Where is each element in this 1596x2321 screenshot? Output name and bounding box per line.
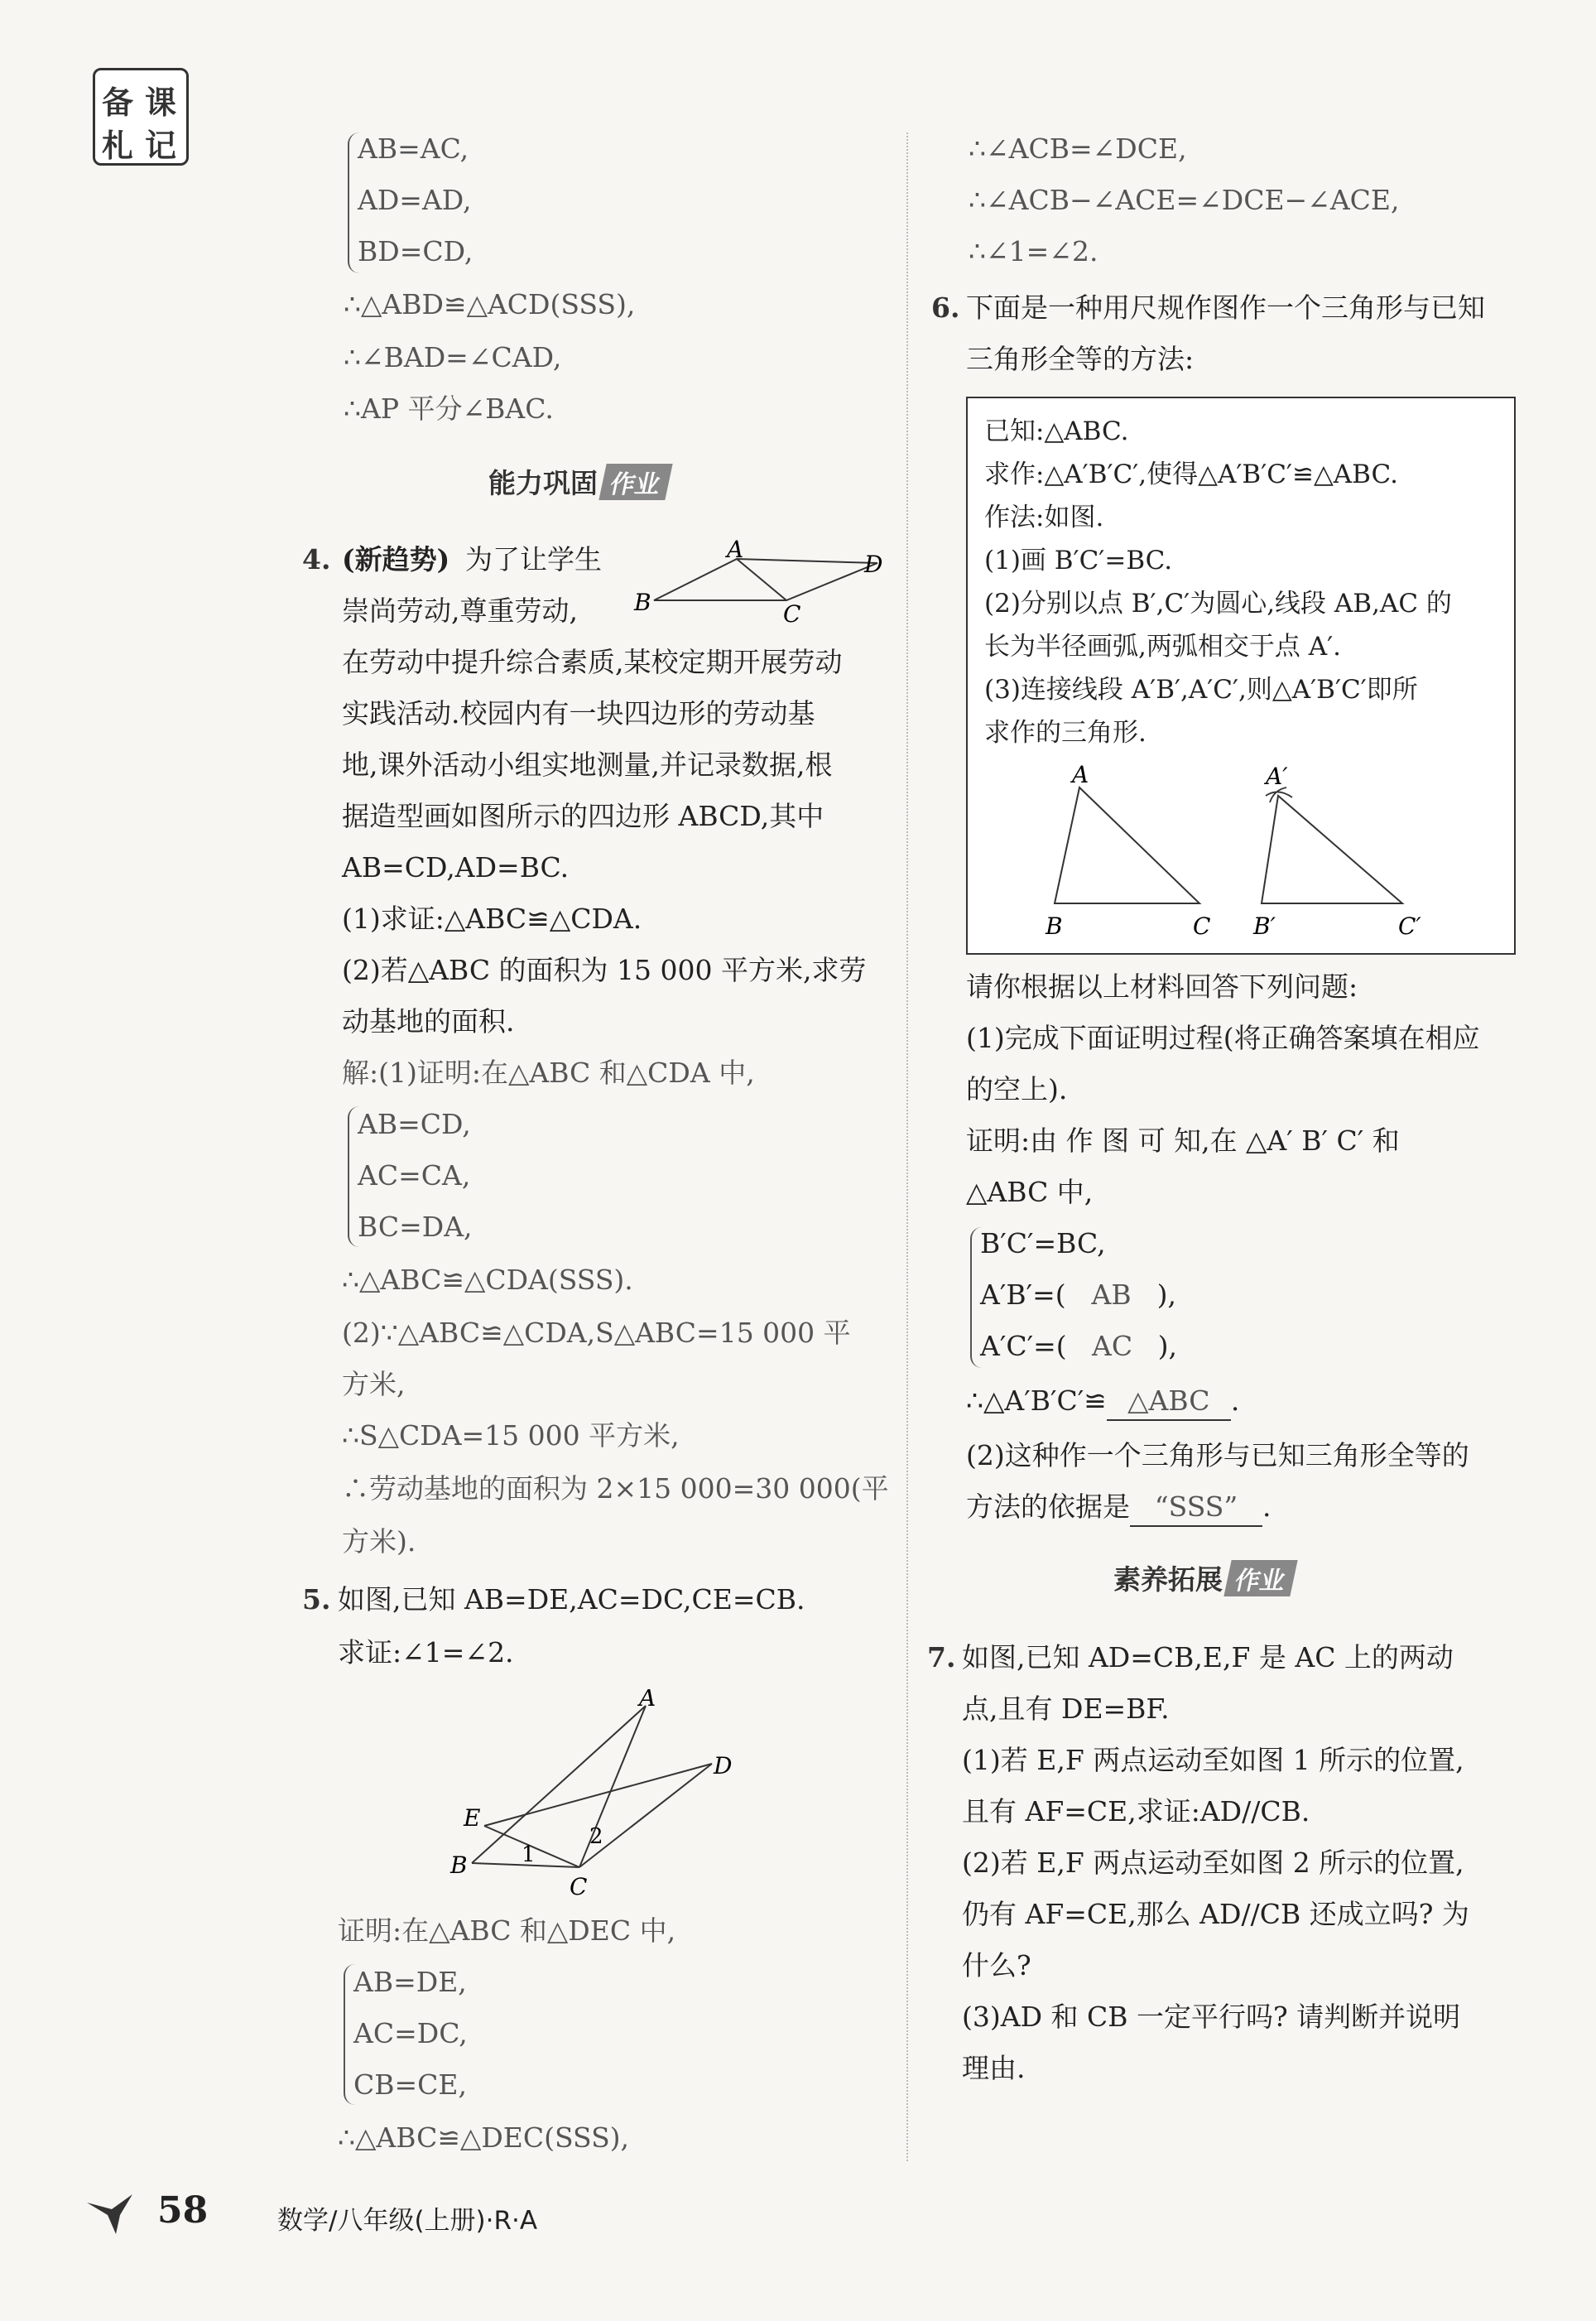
column-divider (906, 132, 908, 2161)
question-line: AB=CD,AD=BC. (342, 851, 570, 884)
question-line: (2)若 E,F 两点运动至如图 2 所示的位置, (962, 1847, 1464, 1879)
question-line: (3)AD 和 CB 一定平行吗? 请判断并说明 (962, 2001, 1461, 2033)
question-line: 的空上). (966, 1073, 1068, 1105)
question-line: △ABC 中, (966, 1176, 1094, 1208)
label-a-prime: A′ (1266, 763, 1288, 790)
box-line: 求作:△A′B′C′,使得△A′B′C′≌△ABC. (984, 460, 1399, 489)
question-line: 据造型画如图所示的四边形 ABCD,其中 (342, 800, 824, 832)
answer-line: ∴S△CDA=15 000 平方米, (342, 1419, 680, 1452)
angle-2-label: 2 (589, 1824, 603, 1849)
section-title: 素养拓展 (1113, 1563, 1223, 1596)
angle-1-label: 1 (522, 1842, 536, 1867)
question-line: 且有 AF=CE,求证:AD//CB. (962, 1795, 1310, 1827)
proof-suffix: ), (1156, 1278, 1176, 1311)
answer-line: 证明:在△ABC 和△DEC 中, (338, 1914, 676, 1947)
fill-answer: △ABC (1107, 1383, 1231, 1421)
construction-method-box (966, 397, 1516, 955)
proof-line (980, 1328, 1177, 1365)
question-line: 理由. (962, 2052, 1026, 2084)
page-number: 58 (157, 2189, 209, 2232)
fill-answer: AC (1092, 1330, 1133, 1362)
section-heading (488, 462, 669, 505)
question-line: 如图,已知 AD=CB,E,F 是 AC 上的两动 (962, 1641, 1454, 1673)
box-line: 求作的三角形. (984, 718, 1147, 748)
answer-line: 方米). (342, 1525, 416, 1558)
question-line: 求证:∠1=∠2. (338, 1636, 514, 1669)
box-line: (3)连接线段 A′B′,A′C′,则△A′B′C′即所 (984, 675, 1418, 705)
box-line: (2)分别以点 B′,C′为圆心,线段 AB,AC 的 (984, 589, 1452, 619)
answer-line: CB=CE, (353, 2068, 467, 2101)
answer-line: BD=CD, (358, 235, 474, 267)
question-line: (1)若 E,F 两点运动至如图 1 所示的位置, (962, 1744, 1464, 1776)
proof-suffix: ), (1157, 1330, 1177, 1362)
question-line: 地,课外活动小组实地测量,并记录数据,根 (342, 749, 833, 781)
question-line: (2)这种作一个三角形与已知三角形全等的 (966, 1439, 1469, 1471)
proof-suffix: . (1262, 1490, 1272, 1523)
answer-line: AB=DE, (353, 1966, 467, 1998)
question-line: (1)完成下面证明过程(将正确答案填在相应 (966, 1022, 1480, 1054)
stamp-char: 记 (145, 128, 177, 164)
answer-line: AC=DC, (353, 2017, 468, 2049)
answer-line: AC=CA, (358, 1159, 471, 1192)
section-title: 能力巩固 (488, 467, 598, 499)
footer-ornament-icon (83, 2186, 141, 2236)
answer-line: ∴∠ACB−∠ACE=∠DCE−∠ACE, (969, 184, 1400, 216)
answer-line: 方米, (342, 1368, 406, 1400)
label-b: B (634, 589, 651, 616)
proof-suffix: . (1230, 1384, 1240, 1417)
section-tag: 作业 (598, 464, 672, 500)
lesson-notes-stamp (93, 68, 189, 166)
question-line: 下面是一种用尺规作图作一个三角形与已知 (966, 291, 1485, 324)
book-title: 数学/八年级(上册)·R·A (277, 2206, 538, 2236)
label-d: D (714, 1752, 733, 1779)
answer-line: ∴AP 平分∠BAC. (344, 392, 554, 425)
answer-line: ∴∠1=∠2. (969, 235, 1098, 267)
answer-line: AB=AC, (358, 132, 469, 165)
answer-line: ∴劳动基地的面积为 2×15 000=30 000(平 (342, 1472, 889, 1505)
proof-line (980, 1277, 1176, 1313)
stamp-char: 备 (102, 84, 134, 121)
question-line: 动基地的面积. (342, 1005, 515, 1038)
quadrilateral-figure (629, 534, 894, 625)
fill-answer: AB (1091, 1278, 1132, 1311)
box-line: 长为半径画弧,两弧相交于点 A′. (984, 632, 1341, 662)
stamp-char: 课 (145, 84, 177, 121)
section-heading (1113, 1558, 1294, 1601)
question-number: 7. (927, 1641, 956, 1673)
answer-line: ∴∠ACB=∠DCE, (969, 132, 1187, 165)
answer-line: BC=DA, (358, 1211, 473, 1243)
question-line: 点,且有 DE=BF. (962, 1693, 1170, 1725)
answer-line: (2)∵△ABC≌△CDA,S△ABC=15 000 平 (342, 1317, 851, 1349)
question-line: 什么? (962, 1949, 1031, 1982)
construction-figure (1034, 763, 1497, 945)
question-line: (1)求证:△ABC≌△CDA. (342, 903, 642, 935)
label-c-prime: C′ (1398, 913, 1421, 940)
proof-prefix: A′C′=( (980, 1330, 1067, 1362)
label-e: E (464, 1804, 481, 1832)
answer-line: ∴△ABC≌△DEC(SSS), (338, 2121, 630, 2154)
question-line: 证明:由 作 图 可 知,在 △A′ B′ C′ 和 (966, 1124, 1400, 1157)
question-number: 4. (302, 543, 331, 575)
label-b: B (1046, 913, 1063, 940)
box-line: 作法:如图. (984, 503, 1104, 532)
proof-prefix: ∴△A′B′C′≌ (966, 1384, 1107, 1417)
box-line: 已知:△ABC. (984, 417, 1129, 446)
question-line: 为了让学生 (465, 543, 602, 575)
answer-line: AD=AD, (358, 184, 472, 216)
question-line: (2)若△ABC 的面积为 15 000 平方米,求劳 (342, 954, 867, 986)
label-b-prime: B′ (1253, 913, 1276, 940)
label-c: C (783, 600, 801, 625)
question-line: 崇尚劳动,尊重劳动, (342, 595, 578, 627)
fill-answer: “SSS” (1130, 1489, 1262, 1527)
stamp-char: 札 (102, 128, 134, 164)
proof-prefix: A′B′=( (980, 1278, 1066, 1311)
label-a: A (727, 536, 744, 563)
question-line: 三角形全等的方法: (966, 343, 1195, 375)
answer-line: AB=CD, (358, 1108, 471, 1140)
answer-line: ∴△ABC≌△CDA(SSS). (342, 1264, 633, 1296)
question-tag: (新趋势) (342, 543, 450, 575)
label-c: C (1193, 913, 1211, 940)
label-a: A (639, 1689, 656, 1712)
question-line (966, 1489, 1272, 1527)
answer-line: 解:(1)证明:在△ABC 和△CDA 中, (342, 1057, 755, 1089)
question-line: 实践活动.校园内有一块四边形的劳动基 (342, 697, 815, 730)
section-tag: 作业 (1223, 1560, 1297, 1596)
proof-line (966, 1383, 1239, 1421)
question-line: 在劳动中提升综合素质,某校定期开展劳动 (342, 646, 843, 678)
question-number: 5. (302, 1583, 331, 1616)
label-c: C (570, 1873, 588, 1900)
label-d: D (864, 551, 883, 578)
question-line: 如图,已知 AB=DE,AC=DC,CE=CB. (338, 1583, 805, 1616)
triangle-pair-figure (439, 1689, 753, 1904)
question-number: 6. (931, 291, 960, 324)
label-b: B (450, 1852, 468, 1879)
proof-prefix: 方法的依据是 (966, 1490, 1130, 1523)
box-line: (1)画 B′C′=BC. (984, 546, 1173, 575)
answer-line: ∴△ABD≌△ACD(SSS), (344, 288, 636, 320)
answer-line: ∴∠BAD=∠CAD, (344, 341, 562, 373)
label-a: A (1072, 763, 1089, 788)
proof-line: B′C′=BC, (980, 1227, 1106, 1259)
question-line: 请你根据以上材料回答下列问题: (966, 970, 1358, 1003)
question-line: 仍有 AF=CE,那么 AD//CB 还成立吗? 为 (962, 1898, 1469, 1930)
